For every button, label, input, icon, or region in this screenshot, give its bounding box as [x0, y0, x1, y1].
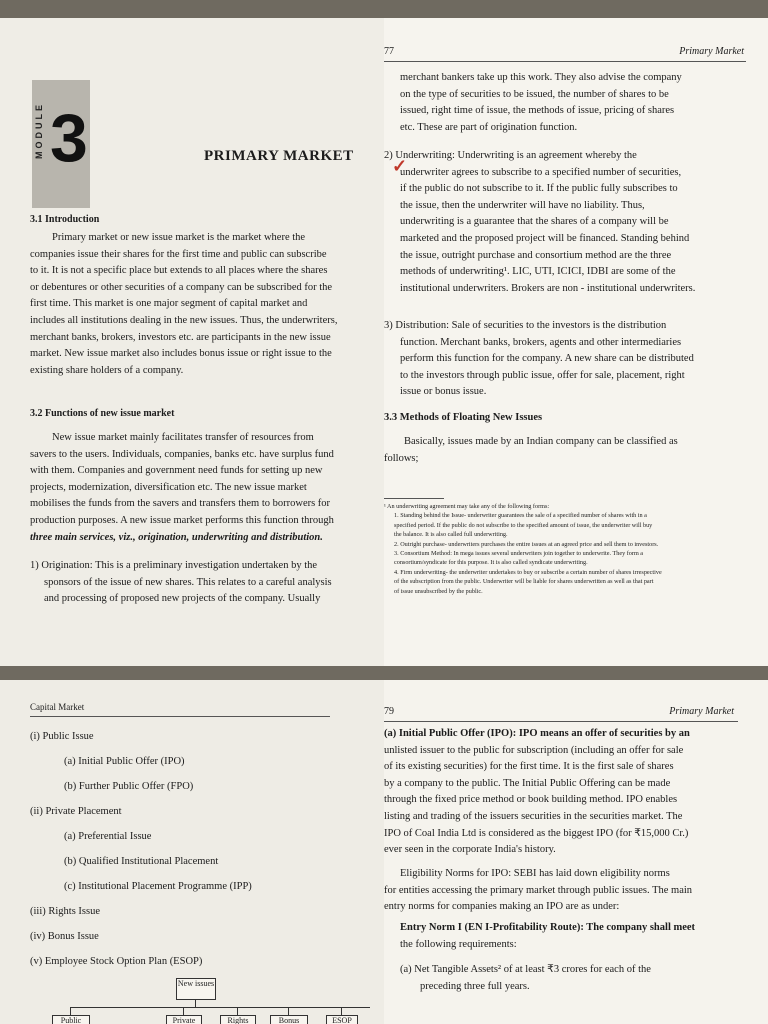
list-item: (b) Further Public Offer (FPO) [64, 781, 194, 792]
text-line: 1) Origination: This is a preliminary investigation undertaken by the [30, 560, 318, 571]
text-line: merchant banks, brokers, investors etc. are participants in the new issue [30, 331, 331, 343]
footnote-line: 4. Firm underwriting- the underwriter undertakes to buy or subscribe a certain number of shares irrespective [394, 568, 662, 576]
text-line: savers to the users. Individuals, companies, banks etc. have surplus fund [30, 448, 334, 460]
footnote-line: consortium/syndicate for this purpose. It is also called syndicate underwriting. [394, 559, 588, 567]
text-line: entry norms for companies making an IPO are as under: [384, 901, 620, 913]
text-line: function. Merchant banks, brokers, agents and other intermediaries [400, 336, 682, 348]
text-line: New issue market mainly facilitates transfer of resources from [52, 432, 314, 443]
header-rule [384, 721, 738, 722]
tree-connector [288, 1007, 289, 1015]
origination-item [30, 558, 360, 608]
text-line: three main services, viz., origination, underwriting and distribution. [30, 531, 323, 543]
tree-stem [195, 999, 196, 1007]
text-line: underwriting is a guarantee that the shares of a company will be [400, 216, 669, 228]
tree-root-box [176, 978, 216, 1000]
text-line: by a company to the public. The Initial Public Offering can be made [384, 777, 671, 789]
footnote-line: 2. Outright purchase- underwriters purchases the entire issues at an agreed price and sell them to investors. [394, 540, 659, 548]
text-line: includes all institutions dealing in the new issues. Thus, the underwriters, [30, 314, 338, 326]
text-line: (a) Initial Public Offer (IPO): IPO means an offer of securities by an [384, 728, 690, 739]
list-item: (b) Qualified Institutional Placement [64, 856, 219, 867]
chapter-title: PRIMARY MARKET [204, 148, 354, 164]
list-item: (ii) Private Placement [30, 806, 122, 817]
section-3-1-heading: 3.1 Introduction [30, 214, 100, 225]
text-line: the following requirements: [400, 938, 517, 950]
text-line: companies issue their shares for the first time and public can subscribe [30, 248, 327, 260]
header-rule [384, 61, 746, 62]
list-item: (c) Institutional Placement Programme (IPP) [64, 881, 252, 892]
text-line: to it. It is not a specific place but extends to all places where the shares [30, 265, 328, 277]
text-line: on the type of securities to be issued, the number of shares to be [400, 88, 669, 100]
text-line: marketed and the proposed project will be financed. Standing behind [400, 232, 690, 244]
module-number: 3 [50, 100, 88, 176]
tree-child-box: Bonus [270, 1015, 308, 1024]
header-rule [30, 716, 330, 717]
text-line: merchant bankers take up this work. They also advise the company [400, 72, 682, 83]
module-tab [32, 80, 90, 208]
pen-mark: ✓ [392, 156, 408, 176]
running-head: Capital Market [30, 702, 85, 712]
footnote-rule [384, 498, 444, 499]
text-line: follows; [384, 452, 419, 464]
text-line: Eligibility Norms for IPO: SEBI has laid down eligibility norms [400, 868, 670, 879]
text-line: or debentures or other securities of a company can be subscribed for the [30, 281, 333, 293]
tree-connector [341, 1007, 342, 1015]
text-line: the issue, outright purchase and consortium method are the three [400, 249, 672, 261]
tree-child-box: Rights [220, 1015, 256, 1024]
eligibility-paragraph [384, 866, 740, 916]
text-line: unlisted issuer to the public for subscription (including an offer for sale [384, 744, 684, 756]
tree-child-box: Private [166, 1015, 202, 1024]
text-line: institutional underwriters. Brokers are non - institutional underwriters. [400, 282, 696, 294]
text-line: perform this function for the company. A new share can be distributed [400, 353, 694, 365]
page-number: 79 [384, 706, 394, 717]
footnote-line: of issue unsubscribed by the public. [394, 587, 483, 595]
text-line: through the fixed price method or book building method. IPO enables [384, 794, 678, 806]
footnote-line: of the subscription from the public. Underwriter will be liable for shares underwritten as well as that part [394, 578, 654, 586]
page-number: 77 [384, 46, 394, 57]
footnotes [384, 502, 744, 596]
underwriting-item [384, 148, 740, 297]
text-line: IPO of Coal India Ltd is considered as the biggest IPO (for ₹15,000 Cr.) [384, 827, 689, 839]
section-3-2-body [30, 430, 360, 546]
text-line: sponsors of the issue of new shares. This relates to a careful analysis [44, 576, 332, 588]
text-line: and processing of proposed new projects of the company. Usually [44, 593, 321, 605]
tree-connector [70, 1007, 71, 1015]
text-line: ever seen in the corporate India's history. [384, 844, 556, 856]
running-head: Primary Market [669, 706, 734, 717]
text-line: with them. Companies and government need funds for setting up new [30, 465, 323, 477]
list-item: (a) Preferential Issue [64, 831, 152, 842]
list-item: (i) Public Issue [30, 731, 94, 742]
text-line: (a) Net Tangible Assets² of at least ₹3 crores for each of the [400, 964, 651, 975]
text-line: projects, modernization, diversification etc. The new issue market [30, 481, 307, 493]
text-line: listing and trading of the issuers securities in the securities market. The [384, 810, 683, 822]
text-line: existing share holders of a company. [30, 364, 184, 376]
text-line: Entry Norm I (EN I-Profitability Route): The company shall meet [400, 922, 696, 933]
page-79 [384, 680, 768, 1024]
tree-connector [183, 1007, 184, 1015]
tree-child-box: ESOP [326, 1015, 358, 1024]
text-line: for entities accessing the primary market through public issues. The main [384, 884, 693, 896]
section-3-3-heading: 3.3 Methods of Floating New Issues [384, 412, 543, 423]
footnote-line: 1. Standing behind the Issue- underwriter guarantees the sale of a specified number of shares with in a [394, 512, 647, 520]
text-line: 2) Underwriting: Underwriting is an agreement whereby the [384, 150, 637, 161]
module-label: MODULE [34, 102, 44, 159]
text-line: to the investors through public issue, offer for sale, placement, right [400, 369, 685, 381]
text-line: methods of underwriting¹. LIC, UTI, ICICI, IDBI are some of the [400, 266, 676, 278]
list-item: (iii) Rights Issue [30, 906, 100, 917]
text-line: underwriter agrees to subscribe to a specified number of securities, [400, 166, 682, 178]
section-3-3-body [384, 434, 740, 467]
text-line: first time. This market is one major segment of capital market and [30, 298, 308, 310]
footnote-line: specified period. If the public do not subscribe to the specified amount of issue, the underwriter will buy [394, 521, 653, 529]
text-line: Primary market or new issue market is the market where the [52, 232, 306, 243]
text-line: market. New issue market also includes bonus issue or right issue to the [30, 348, 332, 360]
list-item: (a) Initial Public Offer (IPO) [64, 756, 185, 767]
text-line: if the public do not subscribe to it. If the public fully subscribes to [400, 183, 678, 195]
entry-norm-1 [384, 920, 740, 953]
text-line: of its existing securities) for the first time. It is the first sale of shares [384, 761, 674, 773]
text-line: etc. These are part of origination function. [400, 121, 578, 133]
list-item: (iv) Bonus Issue [30, 931, 99, 942]
distribution-item [384, 318, 740, 401]
footnote-line: 3. Consortium Method: In mega issues several underwriters join together to underwrite. They form a [394, 550, 644, 558]
text-line: 3) Distribution: Sale of securities to the investors is the distribution [384, 320, 667, 331]
list-item: (v) Employee Stock Option Plan (ESOP) [30, 956, 203, 967]
running-head: Primary Market [679, 46, 744, 57]
tree-connector [237, 1007, 238, 1015]
text-line: preceding three full years. [420, 980, 530, 992]
origination-continued [400, 70, 740, 136]
footnote-line: ¹ An underwriting agreement may take any of the following forms: [384, 503, 550, 510]
tree-root-label: New issues [177, 979, 215, 988]
text-line: production purposes. A new issue market performs this function through [30, 514, 334, 526]
text-line: mobilises the funds from the savers and transfers them to borrowers for [30, 498, 331, 510]
section-3-1-body [30, 230, 360, 379]
issue-classification-list [30, 724, 360, 974]
text-line: Basically, issues made by an Indian company can be classified as [404, 436, 678, 447]
footnote-line: the balance. It is also called full underwriting. [394, 531, 508, 539]
page-78 [0, 680, 384, 1024]
ipo-paragraph [384, 726, 740, 859]
entry-norm-1-a [384, 962, 740, 995]
tree-branch [70, 1007, 370, 1008]
page-76 [0, 18, 384, 666]
text-line: issued, right time of issue, the methods of issue, pricing of shares [400, 105, 675, 117]
text-line: issue or bonus issue. [400, 386, 487, 398]
text-line: the issue, then the underwriter will have no liability. Thus, [400, 199, 645, 211]
page-77 [384, 18, 768, 666]
tree-child-box: Public [52, 1015, 90, 1024]
section-3-2-heading: 3.2 Functions of new issue market [30, 408, 175, 419]
